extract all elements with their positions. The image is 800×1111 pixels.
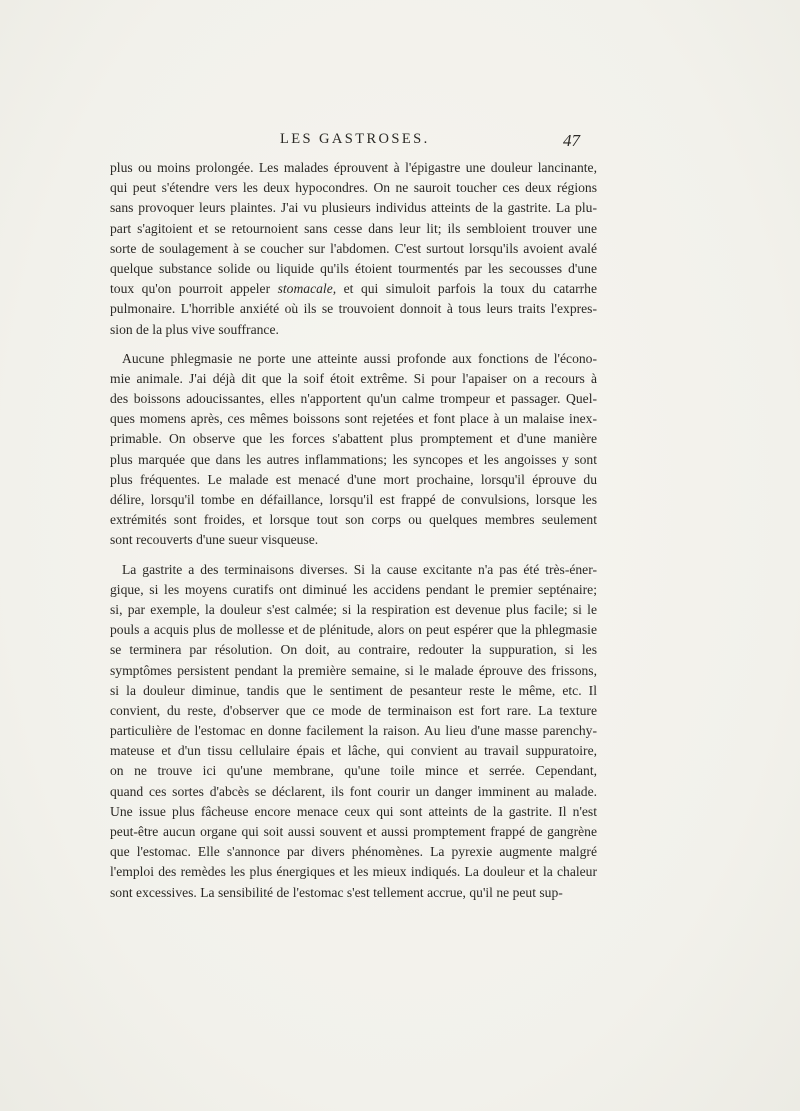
- text-line: convient, du reste, d'observer que ce mode de terminaison est fort rare. La texture: [110, 702, 597, 718]
- page-number: 47: [563, 131, 580, 150]
- paragraph: [110, 349, 597, 551]
- text-line: part s'agitoient et se retournoient sans cesse dans leur lit; ils sembloient trouver une: [110, 220, 597, 236]
- text-line: des boissons adoucissantes, elles n'apportent qu'un calme trompeur et passager. Quel-: [110, 391, 597, 407]
- text-line: mie animale. J'ai déjà dit que la soif étoit extrême. Si pour l'apaiser on a recours à: [110, 370, 597, 386]
- text-line: se terminera par résolution. On doit, au contraire, redouter la suppuration, si les: [110, 642, 597, 658]
- text-line: on ne trouve ici qu'une membrane, qu'une toile mince et serrée. Cependant,: [110, 763, 597, 779]
- text-line: pulmonaire. L'horrible anxiété où ils se trouvoient donnoit à tous leurs traits l'expres-: [110, 301, 597, 317]
- text-line: peut-être aucun organe qui soit aussi souvent et aussi promptement frappé de gangrène: [110, 824, 597, 839]
- text-line: ques momens après, ces mêmes boissons sont rejetées et font place à un malaise inex-: [110, 411, 597, 427]
- body-text: [110, 158, 597, 903]
- text-line: extrémités sont froides, et lorsque tout son corps ou quelques membres seulement: [110, 512, 597, 528]
- paragraph: [110, 560, 597, 903]
- text-line: particulière de l'estomac en donne facilement la raison. Au lieu d'une masse parenchy-: [110, 723, 597, 739]
- text-line: primable. On observe que les forces s'abattent plus promptement et d'une manière: [110, 431, 597, 447]
- text-line: mateuse et d'un tissu cellulaire épais et lâche, qui convient au travail suppuratoire,: [110, 743, 597, 759]
- text-line: plus ou moins prolongée. Les malades éprouvent à l'épigastre une douleur lancinante,: [110, 160, 597, 175]
- text-line: sont recouverts d'une sueur visqueuse.: [110, 532, 319, 548]
- text-line: que l'estomac. Elle s'annonce par divers phénomènes. La pyrexie augmente malgré: [110, 844, 597, 860]
- text-line: quelque substance solide ou liquide qu'ils étoient tourmentés par les secousses d'une: [110, 260, 597, 276]
- text-line: Une issue plus fâcheuse encore menace ceux qui sont atteints de la gastrite. Il n'est: [110, 803, 597, 819]
- text-line: quand ces sortes d'abcès se déclarent, ils font courir un danger imminent au malade.: [110, 783, 597, 799]
- text-line: gique, si les moyens curatifs ont diminué les accidens pendant le premier septénaire;: [110, 581, 597, 597]
- text-line: si la douleur diminue, tandis que le sentiment de pesanteur reste le même, etc. Il: [110, 682, 597, 698]
- text-line: toux qu'on pourroit appeler stomacale, et qui simuloit parfois la toux du catarrhe: [110, 281, 597, 297]
- text-line: plus fréquentes. Le malade est menacé d'une mort prochaine, lorsqu'il éprouve du: [110, 471, 597, 487]
- text-line: sans provoquer leurs plaintes. J'ai vu plusieurs individus atteints de la gastrite. La plu-: [110, 200, 597, 216]
- text-line: sorte de soulagement à se coucher sur l'abdomen. C'est surtout lorsqu'ils avoient avalé: [110, 240, 597, 256]
- text-line: si, par exemple, la douleur s'est calmée; si la respiration est devenue plus facile; si le: [110, 601, 597, 617]
- text-line: délire, lorsqu'il tombe en défaillance, lorsqu'il est frappé de convulsions, lorsque les: [110, 492, 597, 507]
- paragraph-gap: [110, 340, 597, 349]
- paragraph-gap: [110, 551, 597, 560]
- text-line: pouls a acquis plus de mollesse et de plénitude, alors on peut espérer que la phlegmasie: [110, 622, 597, 638]
- text-line: La gastrite a des terminaisons diverses. Si la cause excitante n'a pas été très-éner-: [122, 561, 597, 577]
- text-line: sont excessives. La sensibilité de l'estomac s'est tellement accrue, qu'il ne peut sup-: [110, 884, 563, 900]
- text-line: Aucune phlegmasie ne porte une atteinte aussi profonde aux fonctions de l'écono-: [122, 350, 597, 366]
- paragraph: [110, 158, 597, 340]
- text-line: qui peut s'étendre vers les deux hypocondres. On ne sauroit toucher ces deux régions: [110, 180, 597, 196]
- text-line: l'emploi des remèdes les plus énergiques et les mieux indiqués. La douleur et la chaleur: [110, 864, 597, 880]
- running-head: LES GASTROSES.: [280, 131, 430, 147]
- text-line: plus marquée que dans les autres inflammations; les syncopes et les angoisses y sont: [110, 451, 597, 467]
- text-line: symptômes persistent pendant la première semaine, si le malade éprouve des frissons,: [110, 662, 597, 678]
- text-line: sion de la plus vive souffrance.: [110, 321, 279, 337]
